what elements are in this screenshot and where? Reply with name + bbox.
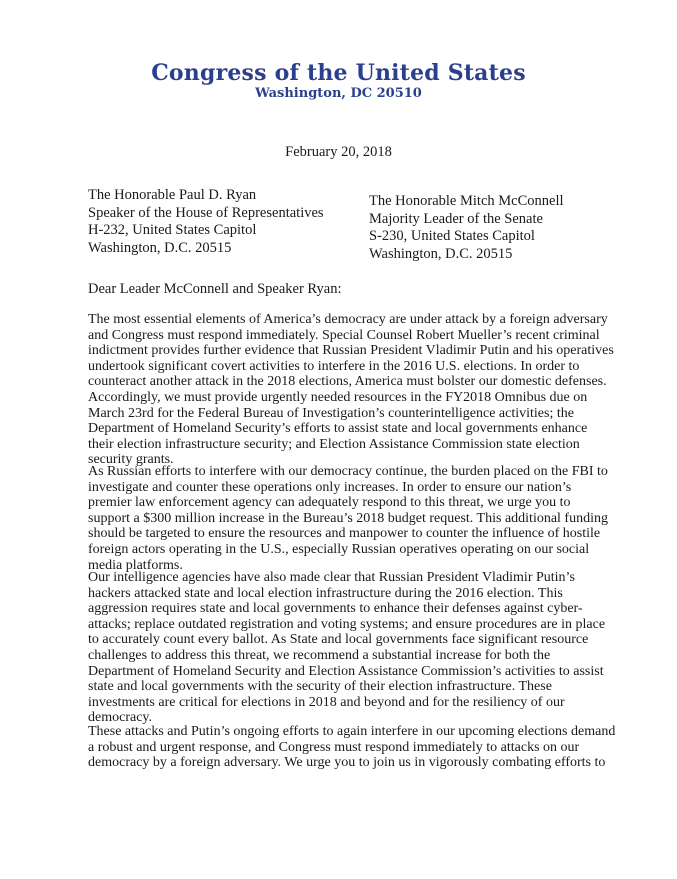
salutation: Dear Leader McConnell and Speaker Ryan: bbox=[88, 281, 342, 297]
body-paragraph: These attacks and Putin’s ongoing efforts to again interfere in our upcoming elections demand a robust and urgent response, and Congress must respond immediately to attacks on our democracy by a foreign adversary. We urge you to join us in vigorously combating efforts to bbox=[88, 724, 616, 771]
body-paragraph: Our intelligence agencies have also made clear that Russian President Vladimir Putin’s hackers attacked state and local election infrastructure during the 2016 election. This aggression requires state and local governments to enhance their defenses against cyber-attacks; replace outdated registration and voting systems; and ensure procedures are in place to accurately count every ballot. As State and local governments face significant resource challenges to address this threat, we recommend a substantial increase for both the Department of Homeland Security and Election Assistance Commission’s activities to assist state and local governments with the security of their election infrastructure. These investments are critical for elections in 2018 and beyond and for the resiliency of our democracy. bbox=[88, 570, 606, 726]
body-paragraph: As Russian efforts to interfere with our democracy continue, the burden placed on the FBI to investigate and counter these operations only increases. In order to ensure our nation’s premier law enforcement agency can adequately respond to this threat, we urge you to support a $300 million increase in the Bureau’s 2018 budget request. This additional funding should be targeted to ensure the resources and manpower to counter the influence of hostile foreign actors operating in the U.S., especially Russian operatives operating on our social media platforms. bbox=[88, 464, 608, 573]
recipient-right-line: The Honorable Mitch McConnell bbox=[369, 193, 564, 209]
letter-date: February 20, 2018 bbox=[285, 144, 392, 160]
letterhead bbox=[0, 60, 677, 102]
recipient-left-line: Washington, D.C. 20515 bbox=[88, 239, 232, 256]
recipient-right-line: S-230, United States Capitol bbox=[369, 228, 535, 244]
recipient-address-left bbox=[88, 187, 324, 257]
letterhead-address: Washington, DC 20510 bbox=[255, 86, 422, 101]
recipient-left-line: H-232, United States Capitol bbox=[88, 222, 257, 238]
letterhead-title: Congress of the United States bbox=[151, 60, 526, 86]
body-paragraph: The most essential elements of America’s democracy are under attack by a foreign adversary and Congress must respond immediately. Special Counsel Robert Mueller’s recent criminal indictment provides further evidence that Russian President Vladimir Putin and his operatives undertook significant covert activities to interfere in the 2016 U.S. elections. In order to counteract another attack in the 2018 elections, America must bolster our domestic defenses. Accordingly, we must provide urgently needed resources in the FY2018 Omnibus due on March 23rd for the Federal Bureau of Investigation’s counterintelligence activities; the Department of Homeland Security’s efforts to assist state and local governments enhance their election infrastructure security; and Election Assistance Commission state election security grants. bbox=[88, 312, 614, 468]
recipient-left-line: Speaker of the House of Representatives bbox=[88, 204, 324, 221]
recipient-right-line: Washington, D.C. 20515 bbox=[369, 245, 513, 262]
recipient-right-line: Majority Leader of the Senate bbox=[369, 210, 543, 227]
recipient-address-right bbox=[369, 193, 564, 263]
recipient-left-line: The Honorable Paul D. Ryan bbox=[88, 187, 257, 203]
